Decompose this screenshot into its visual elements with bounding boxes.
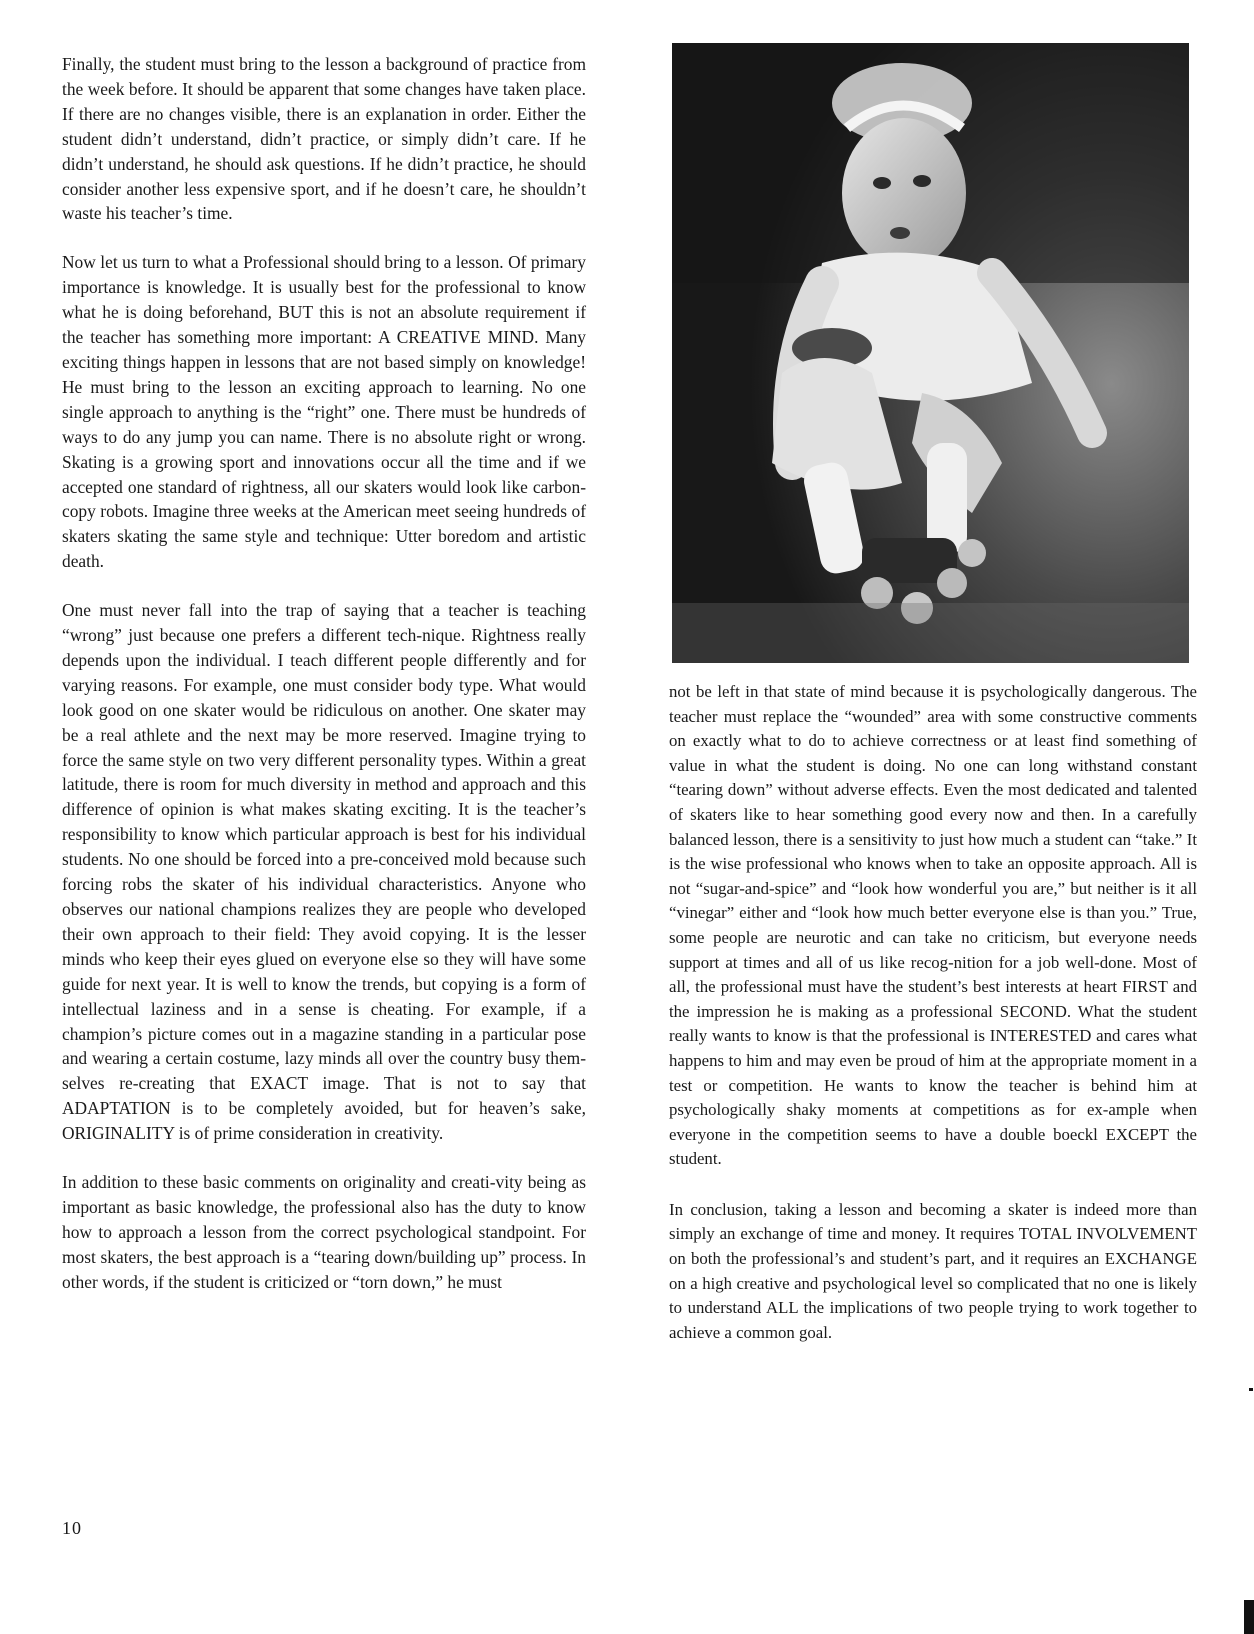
photo-child-skater	[672, 43, 1189, 663]
scan-mark-bottom-corner	[1244, 1600, 1254, 1634]
page-number: 10	[62, 1518, 82, 1538]
paragraph-teaching-wrong: One must never fall into the trap of saying that a teacher is teaching “wrong” just because one prefers a different tech-nique. Rightness really depends upon the individual. I teach different people differently and for varying reasons. For example, one must consider body type. What would look good on one skater would be ridiculous on another. One skater may be a real athlete and the next may be more reserved. Imagine trying to force the same style on two very different personality types. Within a great latitude, there is room for much diversity in method and approach and this difference of opinion is what makes skating exciting. It is the teacher’s responsibility to know which particular approach is best for his individual students. No one should be forced into a pre-conceived mold because such forcing robs the skater of his individual characteristics. Anyone who observes our national champions realizes they are people who developed their own approach to their field: They avoid copying. It is the lesser minds who keep their eyes glued on everyone else so they will have some guide for next year. It is well to know the trends, but copying is a form of intellectual laziness and in a sense is cheating. For example, if a champion’s picture comes out in a magazine standing in a particular pose and wearing a certain costume, lazy minds all over the country busy them-selves re-creating that EXACT image. That is not to say that ADAPTATION is to be completely avoided, but for heaven’s sake, ORIGINALITY is of prime consideration in creativity.	[62, 600, 586, 1144]
scan-mark-right-edge	[1249, 1388, 1253, 1391]
paragraph-conclusion: In conclusion, taking a lesson and becoming a skater is indeed more than simply an exchange of time and money. It requires TOTAL INVOLVEMENT on both the professional’s and student’s part, and it requires an EXCHANGE on a high creative and psychological level so complicated that no one is likely to understand ALL the implications of two people trying to work together to achieve a common goal.	[669, 1199, 1197, 1342]
paragraph-psychological-standpoint: In addition to these basic comments on originality and creati-vity being as important as basic knowledge, the professional also has the duty to know how to approach a lesson from the correct psychological standpoint. For most skaters, the best approach is a “tearing down/building up” process. In other words, if the student is criticized or “torn down,” he must	[62, 1172, 586, 1292]
left-column	[62, 52, 586, 1295]
right-column	[669, 680, 1197, 1345]
paragraph-professional-knowledge: Now let us turn to what a Professional should bring to a lesson. Of primary importance is knowledge. It is usually best for the professional to know what he is doing beforehand, BUT this is not an absolute requirement if the teacher has something more important: A CREATIVE MIND. Many exciting things happen in lessons that are not based simply on knowledge! He must bring to the lesson an exciting approach to learning. No one single approach to anything is the “right” one. There must be hundreds of ways to do any jump you can name. There is no absolute right or wrong. Skating is a growing sport and innovations occur all the time and if we accepted one standard of rightness, all our skaters would look like carbon-copy robots. Imagine three weeks at the American meet seeing hundreds of skaters skating the same style and technique: Utter boredom and artistic death.	[62, 252, 586, 572]
paragraph-student-practice: Finally, the student must bring to the lesson a background of practice from the week before. It should be apparent that some changes have taken place. If there are no changes visible, there is an explanation in order. Either the student didn’t understand, didn’t practice, or simply didn’t care. If he didn’t understand, he should ask questions. If he didn’t practice, he should consider another less expensive sport, and if he doesn’t care, he shouldn’t waste his teacher’s time.	[62, 54, 586, 224]
paragraph-wounded-area: not be left in that state of mind because it is psychologically dangerous. The teacher must replace the “wounded” area with some constructive comments on exactly what to do to achieve correctness or at least find something of value in what the student is doing. No one can long withstand constant “tearing down” without adverse effects. Even the most dedicated and talented of skaters like to hear something good every now and then. In a carefully balanced lesson, there is a sensitivity to just how much a student can “take.” It is the wise professional who knows when to take an opposite approach. All is not “sugar-and-spice” and “look how wonderful you are,” but neither is it all “vinegar” either and “look how much better everyone else is than you.” True, some people are neurotic and can take no criticism, but everyone needs support at times and all of us like recog-nition for a job well-done. Most of all, the professional must have the student’s best interests at heart FIRST and the impression he is making as a professional SECOND. What the student really wants to know is that the professional is INTERESTED and cares what happens to him and may even be proud of him at the appropriate moment in a test or competition. He wants to know the teacher is behind him at psychologically shaky moments at competitions as for ex-ample when everyone in the competition seems to have a double boeckl EXCEPT the student.	[669, 682, 1197, 1169]
